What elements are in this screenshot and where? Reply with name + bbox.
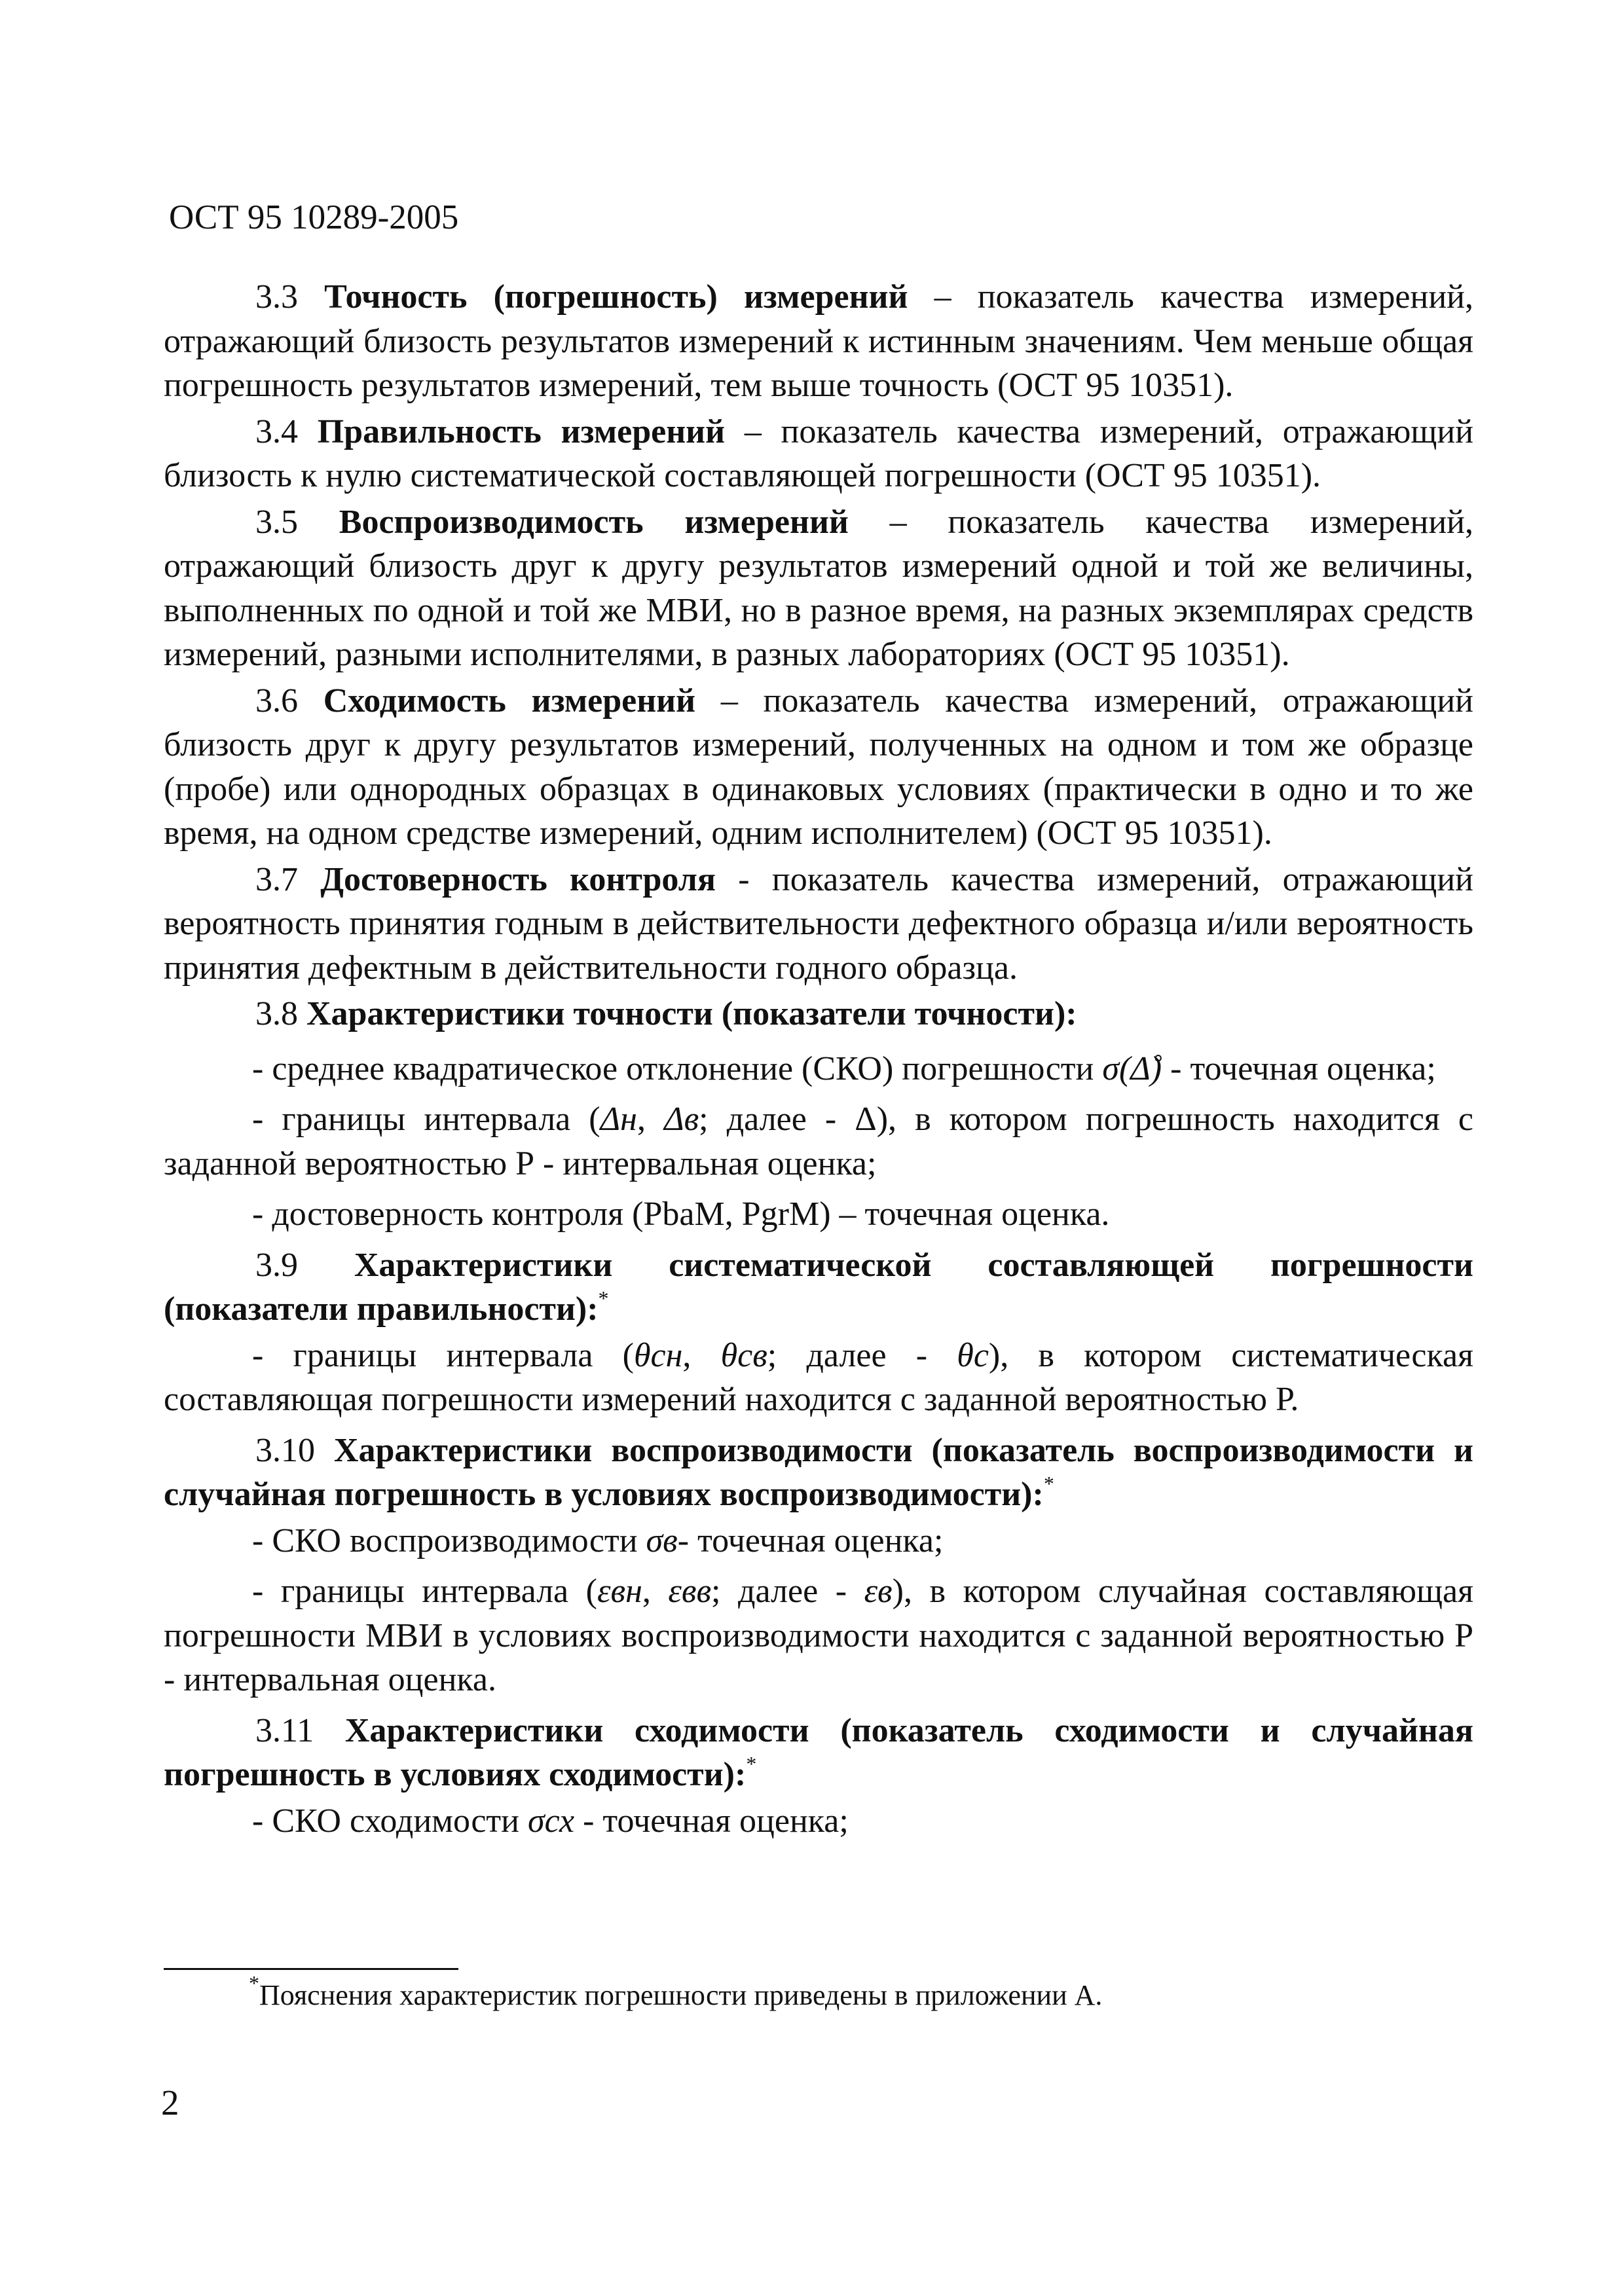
item-text: - достоверность контроля ( <box>252 1195 644 1233</box>
epsilon-lower-symbol: εвн <box>597 1573 642 1610</box>
list-item <box>164 1097 1473 1186</box>
theta-symbol: θс <box>957 1336 989 1374</box>
section-number: 3.6 <box>255 682 298 720</box>
list-item <box>164 1569 1473 1702</box>
definition: - показатель качества измерений, отражающий вероятность принятия годным в действительности дефектного образца и/или вероятность принятия дефектным в действительности годного образца. <box>164 860 1473 987</box>
item-text: , <box>637 1101 665 1138</box>
epsilon-upper-symbol: εвв <box>668 1573 712 1610</box>
delta-upper-symbol: Δв <box>664 1101 699 1138</box>
p-bam-symbol: PbaM <box>643 1195 725 1233</box>
item-text: ) – точечная оценка. <box>819 1195 1110 1233</box>
definition: – показатель качества измерений, отражающий близость друг к другу результатов измерений, полученных на одном и том же образце (пробе) или однородных образцах в одинаковых условиях (практически в одно и то же время, на одном средстве измерений, одним исполнителем) (ОСТ 95 10351). <box>164 682 1473 852</box>
list-item <box>164 1519 1473 1563</box>
list-item <box>164 1192 1473 1237</box>
definition: – показатель качества измерений, отражающий близость к нулю систематической составляющей погрешности (ОСТ 95 10351). <box>164 412 1474 494</box>
epsilon-symbol: εв <box>864 1573 893 1610</box>
section-number: 3.11 <box>255 1711 314 1749</box>
list-item <box>164 1799 1473 1844</box>
section-number: 3.3 <box>255 278 298 316</box>
section-3-4 <box>164 410 1473 498</box>
footnote-marker: * <box>746 1752 757 1776</box>
theta-upper-symbol: θсв <box>720 1336 767 1374</box>
footnote-divider <box>164 1968 458 1970</box>
term: Сходимость измерений <box>323 682 696 720</box>
document-body <box>164 275 1473 1850</box>
item-text: ; далее - Δ), в котором погрешность находится с заданной вероятностью Р - интервальная оценка; <box>164 1101 1474 1182</box>
item-text: ), в котором случайная составляющая погрешности МВИ в условиях воспроизводимости находится с заданной вероятностью Р - интервальная оценка. <box>164 1573 1474 1698</box>
footnote-marker: * <box>1043 1472 1054 1495</box>
section-3-10 <box>164 1429 1473 1517</box>
page-number: 2 <box>161 2083 179 2123</box>
item-text: - границы интервала ( <box>252 1336 634 1374</box>
section-3-3 <box>164 275 1473 408</box>
item-text: ), в котором систематическая составляющая погрешности измерений находится с заданной вероятностью Р. <box>164 1336 1473 1418</box>
section-number: 3.7 <box>255 860 298 898</box>
footnote-text: Пояснения характеристик погрешности приведены в приложении А. <box>259 1979 1103 2011</box>
item-text: , <box>642 1573 669 1610</box>
item-text: - среднее квадратическое отклонение (СКО) погрешности <box>252 1049 1103 1087</box>
p-grm-symbol: PgrM <box>741 1195 820 1233</box>
footnote-marker: * <box>598 1286 609 1310</box>
delta-lower-symbol: Δн <box>600 1101 637 1138</box>
item-text: - границы интервала ( <box>252 1101 600 1138</box>
term: Точность (погрешность) измерений <box>324 278 908 316</box>
item-text: , <box>682 1336 721 1374</box>
document-code: ОСТ 95 10289-2005 <box>169 198 459 236</box>
sigma-delta-symbol: σ(Δ̊) <box>1102 1049 1162 1087</box>
section-3-11 <box>164 1709 1473 1797</box>
item-text: - СКО сходимости <box>252 1802 528 1840</box>
section-number: 3.8 <box>255 995 298 1032</box>
sigma-repeatability-symbol: σсх <box>527 1802 575 1840</box>
section-3-6 <box>164 679 1473 856</box>
item-text: ; далее - <box>767 1336 957 1374</box>
item-text: - точечная оценка; <box>1162 1049 1436 1087</box>
section-number: 3.10 <box>255 1431 315 1469</box>
definition: – показатель качества измерений, отражающий близость друг к другу результатов измерений одной и той же величины, выполненных по одной и той же МВИ, но в разное время, на разных экземплярах средств измерений, разными исполнителями, в разных лабораториях (ОСТ 95 10351). <box>164 503 1473 673</box>
section-3-8 <box>164 992 1473 1036</box>
term: Характеристики воспроизводимости (показатель воспроизводимости и случайная погрешность в условиях воспроизводимости): <box>164 1431 1474 1513</box>
footnote-marker: * <box>249 1971 259 1995</box>
sigma-reproducibility-symbol: σв <box>646 1522 678 1559</box>
list-item <box>164 1047 1473 1091</box>
section-3-5 <box>164 500 1473 677</box>
theta-lower-symbol: θсн <box>633 1336 683 1374</box>
item-text: - точечная оценка; <box>677 1522 944 1559</box>
term: Характеристики точности (показатели точности): <box>306 995 1077 1032</box>
item-text: ; далее - <box>711 1573 864 1610</box>
item-text: , <box>724 1195 742 1233</box>
item-text: - границы интервала ( <box>252 1573 597 1610</box>
term: Характеристики сходимости (показатель сходимости и случайная погрешность в условиях сходимости): <box>164 1711 1473 1793</box>
term: Характеристики систематической составляющей погрешности (показатели правильности): <box>164 1246 1473 1328</box>
section-number: 3.9 <box>255 1246 298 1284</box>
footnote <box>249 1971 1103 2014</box>
list-item <box>164 1334 1473 1422</box>
section-number: 3.4 <box>255 412 298 450</box>
term: Воспроизводимость измерений <box>339 503 849 541</box>
term: Достоверность контроля <box>320 860 716 898</box>
section-3-7 <box>164 858 1473 991</box>
term: Правильность измерений <box>317 412 726 450</box>
section-number: 3.5 <box>255 503 298 541</box>
definition: – показатель качества измерений, отражающий близость результатов измерений к истинным значениям. Чем меньше общая погрешность результатов измерений, тем выше точность (ОСТ 95 10351). <box>164 278 1473 404</box>
item-text: - точечная оценка; <box>574 1802 849 1840</box>
item-text: - СКО воспроизводимости <box>252 1522 646 1559</box>
section-3-9 <box>164 1243 1473 1332</box>
